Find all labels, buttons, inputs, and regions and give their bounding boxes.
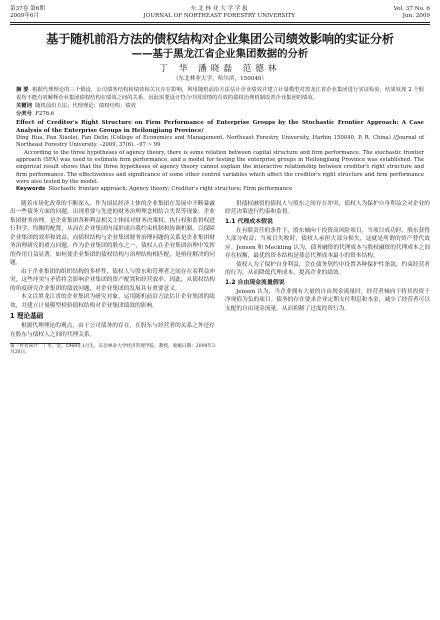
header-rule-thin bbox=[10, 24, 430, 25]
keywords-text: 随机前沿方法；代理理论；债权结构；绩效 bbox=[35, 102, 136, 109]
journal-name bbox=[143, 6, 295, 20]
keywords-cn bbox=[16, 103, 424, 111]
article-title: 基于随机前沿方法的债权结构对企业集团公司绩效影响的实证分析 bbox=[46, 32, 394, 46]
english-authors: Ding Hua, Pan Xiaolei, Fan Delin (College of Economics and Management, Northeast Forestry University, Harbin 150040, P. R. China) //Journal of Northeast Forestry University. –2009, 37(6). –97 ~ 99 bbox=[16, 135, 424, 149]
abstract-cn bbox=[16, 87, 424, 102]
body-paragraph: 本文以黑龙江省的企业集团为研究对象，运用随机前沿方法估计企业集团的绩效，并建立计量模型检验债权结构对企业集团绩效的影响。 bbox=[10, 294, 215, 309]
section-heading: 1 理论基础 bbox=[10, 312, 44, 321]
journal-name-en: JOURNAL OF NORTHEAST FORESTRY UNIVERSITY bbox=[143, 13, 295, 19]
header-rule bbox=[10, 22, 430, 23]
body-paragraph: 债权人为了保护自身利益，会在债务契约中设置各种保护性条款，约束经营者的行为，从而降低代理成本，提高企业的绩效。 bbox=[225, 261, 430, 277]
issue-info-en bbox=[394, 6, 430, 20]
article-authors: 丁 华 潘晓磊 范德林 bbox=[159, 64, 281, 74]
subsection-heading: 1.1 代理成本假说 bbox=[225, 218, 273, 225]
body-columns bbox=[10, 200, 430, 357]
footnote: 第一作者简介：丁华，女，1968年1月生，东北林业大学经济管理学院，教授。收稿日期：2009年3月20日。 bbox=[10, 344, 215, 356]
clc-number bbox=[16, 111, 424, 119]
abstract-label: 摘 要 bbox=[16, 87, 29, 93]
clc-label: 分类号 bbox=[16, 110, 32, 117]
english-abstract: According to the three hypotheses of agency theory, there is some relation between capital structure and firm performance. The stochastic frontier approach (SFA) was used to estimate firm performance, and a model for testing the enterprise groups in Heilongjiang Province was established. The empirical result shows that the three hypotheses of agency theory cannot explain the interactive relationship between creditor's right structure and firm performance. The effectiveness and significance of some other control variables which affect the creditor's right structure and firm performance were also tested by the model. bbox=[16, 149, 424, 185]
body-paragraph: 根据代理理论的观点，由于公司债务的存在，在股东与经营者的关系之外还存在股东与债权人之间的代理关系。 bbox=[10, 323, 215, 338]
right-column bbox=[225, 200, 430, 357]
english-keywords-label: Keywords bbox=[16, 186, 46, 193]
english-keywords-text: Stochastic frontier approach; Agency theory; Creditor's right structure; Firm performance bbox=[48, 186, 293, 193]
journal-name-cn: 东 北 林 业 大 学 学 报 bbox=[190, 6, 248, 12]
left-column bbox=[10, 200, 215, 357]
body-paragraph: 供债权融资的债权人与股东之间存在冲突，债权人为保护自身利益会对企业的经营决策进行约束和监督。 bbox=[225, 200, 430, 216]
volume-issue: 第37卷 第6期 bbox=[10, 6, 45, 12]
body-paragraph: 在有限责任的条件下，股东倾向于投资高风险项目，当项目成功时，股东获得大部分收益；当项目失败时，债权人承担大部分损失，这就是所谓的资产替代效应。Jensen 和 Meckling 认为，债务融资的代理成本与股权融资的代理成本之间存在权衡，最优的资本结构是使总代理成本最小的资本结构。 bbox=[225, 227, 431, 260]
body-paragraph: Jensen 认为，当企业拥有大量的自由现金流量时，经营者倾向于将其投资于净现值为负的项目。债务的存在要求企业定期支付利息和本金，减少了经营者可以支配的自由现金流量，从而抑制了过度投资行为。 bbox=[225, 288, 430, 312]
abstract-block bbox=[10, 87, 430, 194]
issue-info bbox=[10, 6, 45, 20]
english-keywords bbox=[16, 186, 424, 193]
issue-date: 2009年6月 bbox=[10, 13, 39, 19]
body-paragraph: 由于企业集团的组织结构的多样性，债权人与股东和管理者之间存在着利益冲突，这些冲突与矛盾将会影响企业集团的资产配置和经营效率。因此，从债权结构的角度研究企业集团的绩效问题，对企业集团的发展具有重要意义。 bbox=[10, 268, 215, 292]
body-paragraph: 随着市场化改革的不断深入，作为国民经济主体的企业集团在发展中不断暴露出一些债务方面的问题，出现重要与先进的财务治理理念相结合失误等现象。企业集团财务治理，是企业集团各种利益相关主体间对财务决策权、执行权和监督权进行科学、均衡的配置，从而在企业集团内部形成自我约束机制和协调机制，以保障企业集团的效率和效益，而债权结构与企业集团财务治理问题的关系是企业集团财务治理研究的重点问题。作为企业集团的股东之一，债权人在企业集团治理中发挥的作用日益显著，如何使企业集团的债权结构与治理结构相匹配，是亟待解决的问题。 bbox=[10, 200, 215, 267]
volume-issue-en: Vol. 37 No. 6 bbox=[393, 6, 430, 12]
abstract-text: 根据代理理论的三个假设，公司债务结构和绩效相关且存在影响，利用随机前沿方法估计企业绩效并建立计量模型对黑龙江省企业集团进行实证检验，结果发现 2 个假说均不能有效解释企业集团债权结构在绩效之间的关系，因此需要设计符合中国国情的有效的债权治理机制改善企业集团的绩效。 bbox=[16, 87, 424, 101]
english-title: Effect of Creditor's Right Structure on Firm Performance of Enterprise Groups by the Stochastic Frontier Approach: A Case Analysis of the Enterprise Groups in Heilongjiang Province/ bbox=[16, 120, 424, 134]
clc-value: F276.6 bbox=[35, 110, 55, 117]
keywords-label: 关键词 bbox=[16, 102, 32, 109]
author-affiliation: （东北林业大学，哈尔滨，150040） bbox=[172, 76, 268, 82]
subsection-heading: 1.2 自由现金流量假说 bbox=[225, 279, 285, 286]
issue-date-en: Jun. 2009 bbox=[402, 13, 430, 19]
article-subtitle: ——基于黑龙江省企业集团数据的分析 bbox=[131, 48, 309, 60]
running-header bbox=[10, 6, 430, 20]
